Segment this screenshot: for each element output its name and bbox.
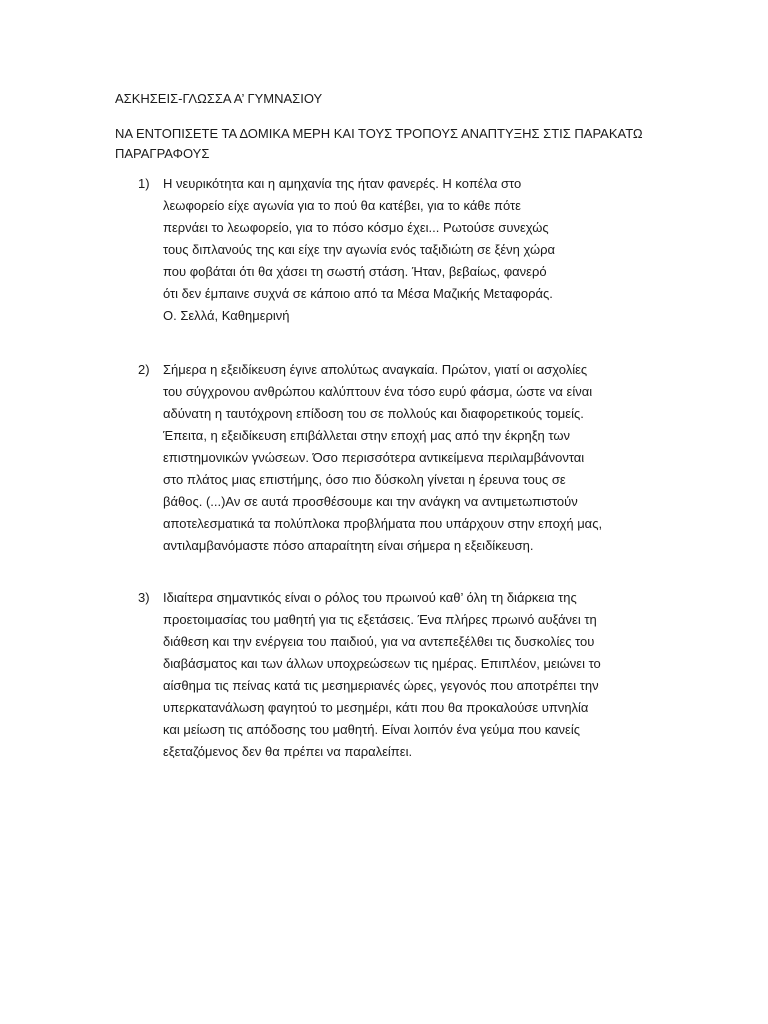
paragraph-line: αίσθημα τις πείνας κατά τις μεσημεριανές ώρες, γεγονός που αποτρέπει την [163, 678, 599, 693]
source-citation: Ο. Σελλά, Καθημερινή [163, 308, 290, 323]
paragraph-line: επιστημονικών γνώσεων. Όσο περισσότερα αντικείμενα περιλαμβάνονται [163, 450, 585, 465]
paragraph-line: στο πλάτος μιας επιστήμης, όσο πιο δύσκολη γίνεται η έρευνα τους σε [163, 472, 566, 487]
paragraph-line: εξεταζόμενος δεν θα πρέπει να παραλείπει. [163, 744, 413, 759]
instruction-line: ΝΑ ΕΝΤΟΠΙΣΕΤΕ ΤΑ ΔΟΜΙΚΑ ΜΕΡΗ ΚΑΙ ΤΟΥΣ ΤΡΟΠΟΥΣ ΑΝΑΠΤΥΞΗΣ ΣΤΙΣ ΠΑΡΑΚΑΤΩ [115, 126, 643, 141]
paragraph-line: περνάει το λεωφορείο, για το πόσο κόσμο έχει... Ρωτούσε συνεχώς [163, 220, 549, 235]
paragraph-line: Ιδιαίτερα σημαντικός είναι ο ρόλος του πρωινού καθ’ όλη τη διάρκεια της [163, 590, 577, 605]
paragraph-line: διάθεση και την ενέργεια του παιδιού, για να αντεπεξέλθει τις δυσκολίες του [163, 634, 595, 649]
paragraph-line: υπερκατανάλωση φαγητού το μεσημέρι, κάτι που θα προκαλούσε υπνηλία [163, 700, 589, 715]
paragraph-line: αδύνατη η ταυτόχρονη επίδοση του σε πολλούς και διαφορετικούς τομείς. [163, 406, 584, 421]
paragraph-line: ότι δεν έμπαινε συχνά σε κάποιο από τα Μέσα Μαζικής Μεταφοράς. [163, 286, 553, 301]
document-title: ΑΣΚΗΣΕΙΣ-ΓΛΩΣΣΑ Α’ ΓΥΜΝΑΣΙΟΥ [115, 91, 323, 106]
instruction-text [115, 124, 655, 164]
list-number: 1) [138, 176, 150, 191]
instruction-line: ΠΑΡΑΓΡΑΦΟΥΣ [115, 146, 210, 161]
paragraph-line: που φοβάται ότι θα χάσει τη σωστή στάση. Ήταν, βεβαίως, φανερό [163, 264, 547, 279]
paragraph-line: διαβάσματος και των άλλων υποχρεώσεων τις ημέρας. Επιπλέον, μειώνει το [163, 656, 601, 671]
paragraph-line: αποτελεσματικά τα πολύπλοκα προβλήματα που υπάρχουν στην εποχή μας, [163, 516, 603, 531]
list-number: 2) [138, 362, 150, 377]
list-number: 3) [138, 590, 150, 605]
paragraph-line: τους διπλανούς της και είχε την αγωνία ενός ταξιδιώτη σε ξένη χώρα [163, 242, 556, 257]
paragraph-line: βάθος. (...)Αν σε αυτά προσθέσουμε και την ανάγκη να αντιμετωπιστούν [163, 494, 578, 509]
paragraph-line: Η νευρικότητα και η αμηχανία της ήταν φανερές. Η κοπέλα στο [163, 176, 522, 191]
paragraph-text [163, 587, 601, 763]
paragraph-line: αντιλαμβανόμαστε πόσο απαραίτητη είναι σήμερα η εξειδίκευση. [163, 538, 534, 553]
paragraph-text [163, 173, 555, 327]
paragraph-line: του σύγχρονου ανθρώπου καλύπτουν ένα τόσο ευρύ φάσμα, ώστε να είναι [163, 384, 593, 399]
paragraph-line: προετοιμασίας του μαθητή για τις εξετάσεις. Ένα πλήρες πρωινό αυξάνει τη [163, 612, 597, 627]
paragraph-line: λεωφορείο είχε αγωνία για το πού θα κατέβει, για το κάθε πότε [163, 198, 521, 213]
paragraph-line: και μείωση τις απόδοσης του μαθητή. Είναι λοιπόν ένα γεύμα που κανείς [163, 722, 581, 737]
paragraph-line: Σήμερα η εξειδίκευση έγινε απολύτως αναγκαία. Πρώτον, γιατί οι ασχολίες [163, 362, 588, 377]
paragraph-text [163, 359, 602, 557]
paragraph-line: Έπειτα, η εξειδίκευση επιβάλλεται στην εποχή μας από την έκρηξη των [163, 428, 570, 443]
